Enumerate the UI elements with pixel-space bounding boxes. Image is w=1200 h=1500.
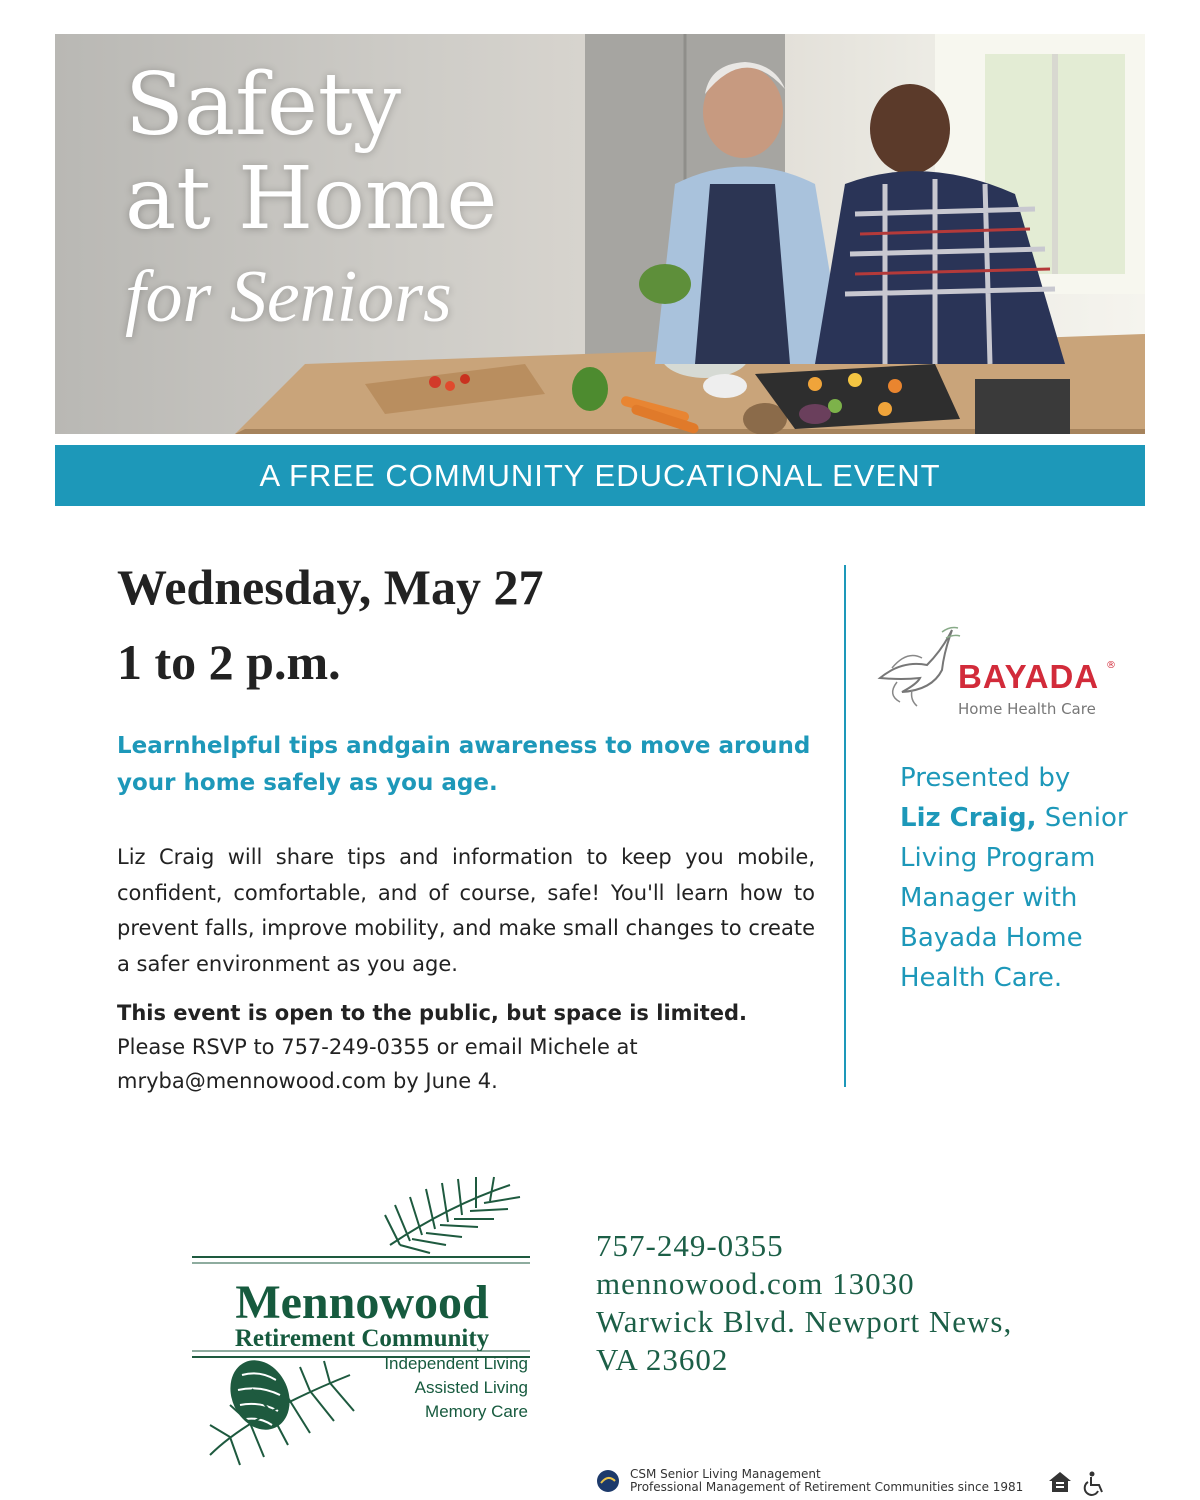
bayada-subtitle: Home Health Care: [958, 700, 1096, 718]
accessibility-icon: [1085, 1472, 1102, 1495]
presenter-name: Liz Craig,: [900, 803, 1037, 833]
banner-text: A FREE COMMUNITY EDUCATIONAL EVENT: [259, 457, 941, 493]
presenter-role: Senior Living Program Manager with Bayada Home Health Care.: [900, 803, 1128, 993]
event-description: Liz Craig will share tips and information to keep you mobile, confident, comfortable, and of course, safe! You'll learn how to prevent falls, improve mobility, and make small changes to create a safer environment as you age.: [117, 845, 815, 976]
csm-seal-icon: [596, 1469, 620, 1493]
registered-mark: ®: [1106, 660, 1116, 671]
event-title: [125, 55, 498, 338]
event-type-banner: [55, 445, 1145, 506]
service-memory-care: Memory Care: [425, 1402, 528, 1421]
contact-info: 757-249-0355 mennowood.com 13030 Warwick Blvd. Newport News, VA 23602: [596, 1228, 1013, 1377]
lead-text: Learnhelpful tips andgain awareness to move around your home safely as you age.: [117, 733, 811, 796]
mennowood-subtitle: Retirement Community: [234, 1325, 490, 1352]
service-assisted-living: Assisted Living: [414, 1378, 528, 1397]
compliance-badges: [1047, 1470, 1109, 1498]
title-line-3: for Seniors: [125, 256, 452, 338]
event-date: Wednesday, May 27: [117, 559, 544, 615]
management-name: CSM Senior Living Management: [630, 1467, 821, 1481]
mennowood-services: [360, 1352, 528, 1424]
presenter-info: [900, 758, 1130, 998]
hero-photo: [55, 34, 1145, 434]
mennowood-logo: [190, 1175, 535, 1475]
mennowood-name: Mennowood: [235, 1276, 489, 1329]
equal-housing-icon: [1049, 1472, 1071, 1492]
rsvp-notice: [117, 996, 837, 1098]
bayada-logo: [872, 620, 1122, 720]
title-line-1: Safety: [125, 55, 402, 155]
bayada-wordmark: BAYADA: [958, 658, 1100, 695]
event-datetime: [117, 550, 543, 700]
service-independent-living: Independent Living: [384, 1354, 528, 1373]
management-tagline: Professional Management of Retirement Communities since 1981: [630, 1480, 1024, 1494]
rsvp-instructions: Please RSVP to 757-249-0355 or email Michele at mryba@mennowood.com by June 4.: [117, 1035, 638, 1093]
event-time: 1 to 2 p.m.: [117, 634, 341, 690]
presenter-prefix: Presented by: [900, 763, 1071, 793]
title-line-2: at Home: [125, 149, 498, 249]
capacity-notice: This event is open to the public, but space is limited.: [117, 1001, 748, 1025]
column-divider: [844, 565, 846, 1087]
dove-icon: [872, 620, 962, 710]
management-footer: [596, 1467, 1056, 1497]
